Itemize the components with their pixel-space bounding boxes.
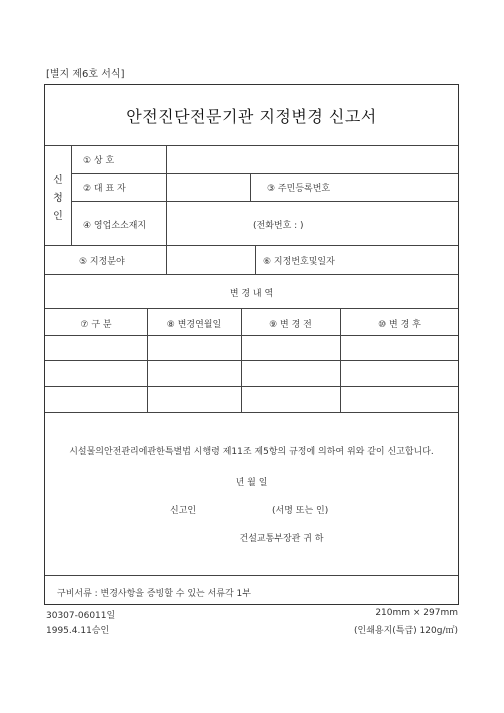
field-label-name: ① 상 호: [83, 156, 115, 166]
divider: [45, 360, 458, 361]
footer-paper-size: 210mm × 297mm: [375, 608, 458, 618]
column-header-category: ⑦ 구 분: [80, 320, 112, 330]
divider: [45, 245, 458, 246]
divider: [71, 201, 458, 202]
divider: [71, 173, 458, 174]
field-label-designation-number-date: ⑥ 지정번호및일자: [263, 257, 335, 267]
field-label-resident-number: ③ 주민등록번호: [267, 184, 331, 194]
divider: [45, 145, 458, 146]
applicant-char: 신: [53, 175, 63, 186]
divider: [71, 145, 72, 245]
divider: [250, 173, 251, 201]
form-title: 안전진단전문기관 지정변경 신고서: [126, 107, 377, 126]
divider: [45, 308, 458, 309]
required-documents: 구비서류 : 변경사항을 증빙할 수 있는 서류각 1부: [57, 589, 251, 599]
field-label-office-address: ④ 영업소소재지: [83, 221, 147, 231]
phone-number-line: (전화번호 : ): [253, 221, 304, 231]
change-details-heading: 변 경 내 역: [229, 289, 274, 299]
footer-code: 30307-06011일: [46, 611, 116, 621]
divider: [45, 335, 458, 336]
signature-label: (서명 또는 인): [272, 506, 329, 516]
divider: [45, 412, 458, 413]
divider: [255, 245, 256, 274]
divider: [45, 274, 458, 275]
divider: [45, 575, 458, 576]
declaration-text: 시설물의안전관리에관한특별법 시행령 제11조 제5항의 규정에 의하여 위와 같이 신고합니다.: [69, 447, 434, 457]
form-number-label: [별지 제6호 서식]: [46, 69, 125, 80]
declaration-date: 년 월 일: [235, 478, 268, 488]
applicant-side-label: [45, 151, 71, 247]
column-header-after: ⑩ 변 경 후: [378, 320, 421, 330]
applicant-char: 인: [53, 211, 63, 222]
divider: [45, 386, 458, 387]
applicant-char: 청: [53, 193, 63, 204]
footer-paper-type: (인쇄용지(특급) 120g/㎡): [354, 626, 458, 636]
column-header-change-date: ⑧ 변경연월일: [166, 320, 222, 330]
form-frame: [44, 84, 459, 605]
field-label-designated-field: ⑤ 지정분야: [79, 257, 125, 267]
field-label-representative: ② 대 표 자: [83, 184, 126, 194]
addressee: 건설교통부장관 귀 하: [239, 534, 324, 544]
footer-approval: 1995.4.11승인: [46, 626, 110, 636]
column-header-before: ⑨ 변 경 전: [269, 320, 312, 330]
divider: [166, 145, 167, 274]
reporter-label: 신고인: [170, 506, 197, 516]
